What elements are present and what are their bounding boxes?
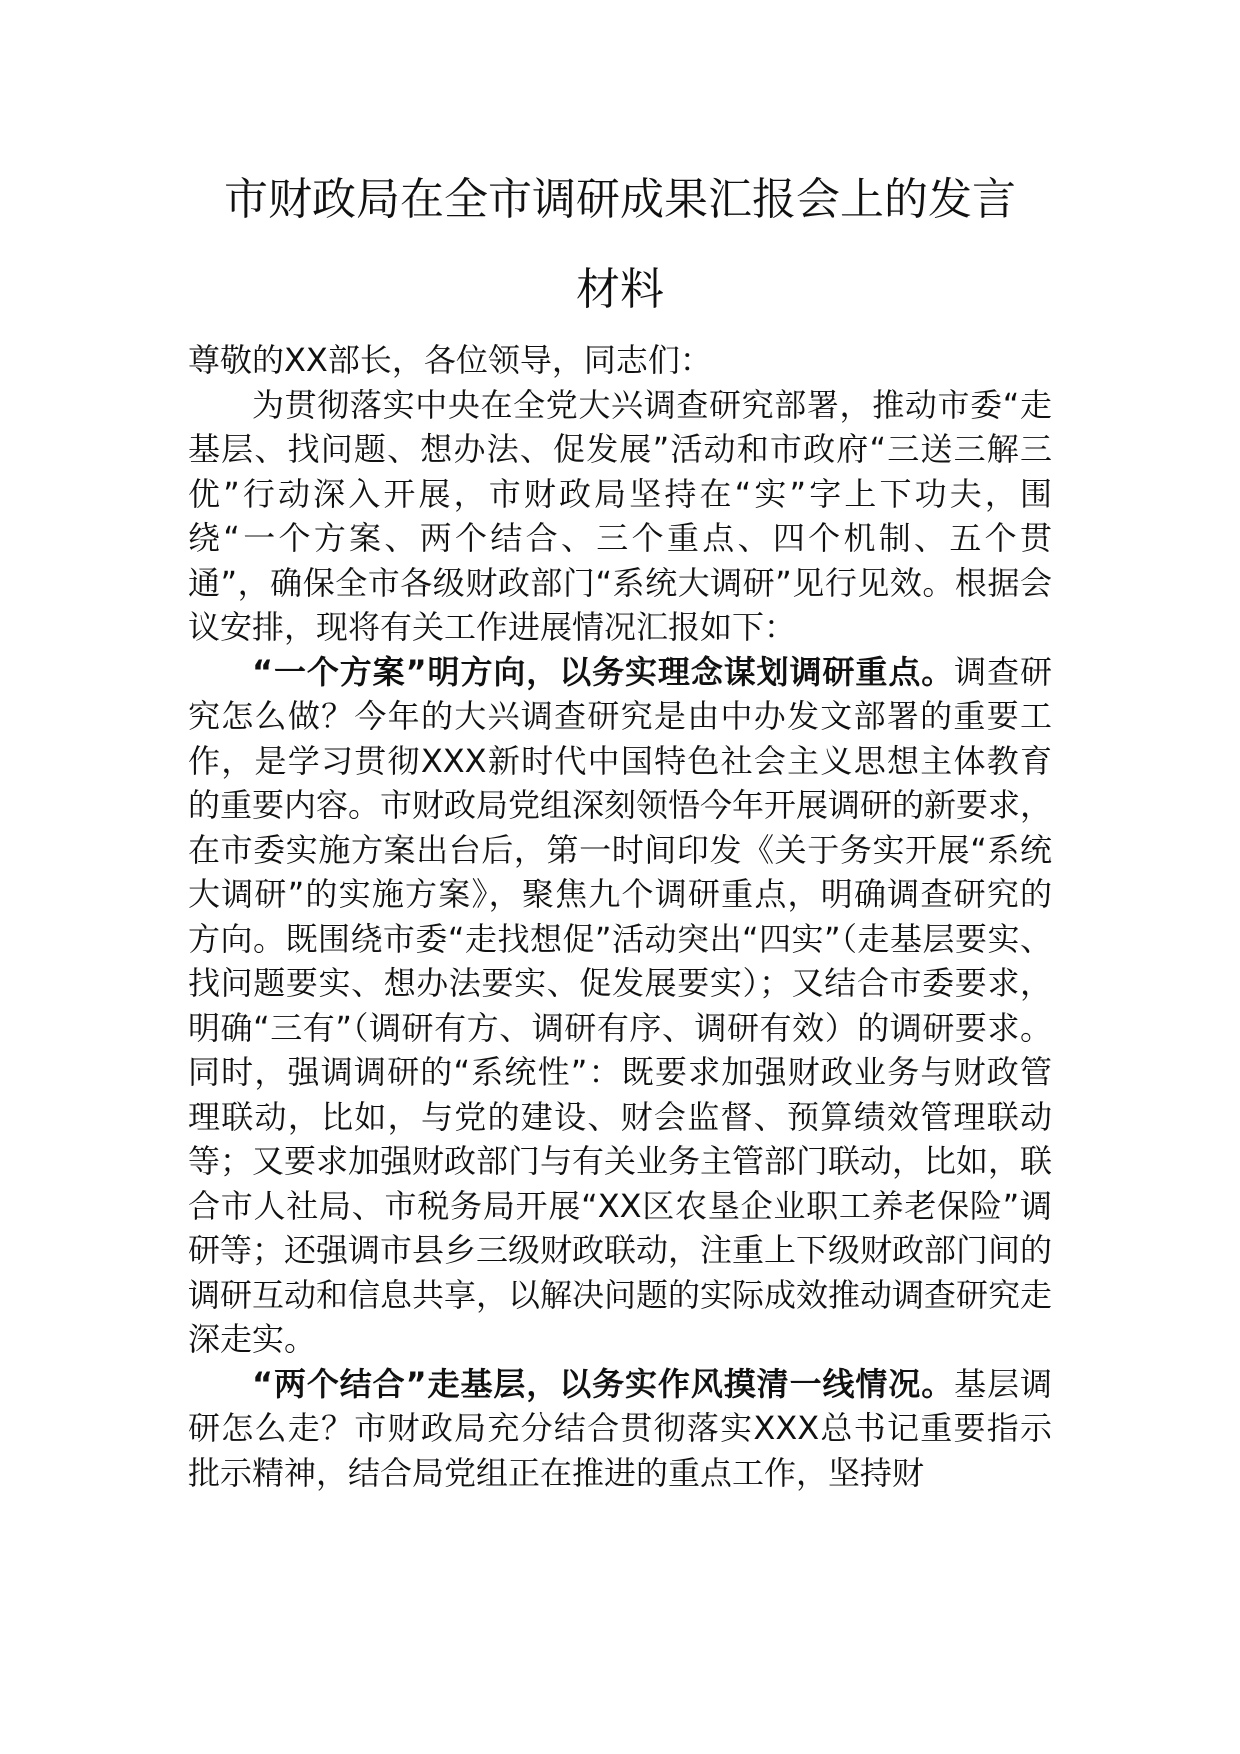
section-2-heading: “两个结合”走基层，以务实作风摸清一线情况。 <box>252 1364 955 1403</box>
document-body <box>188 338 1052 1495</box>
section-1-heading: “一个方案”明方向，以务实理念谋划调研重点。 <box>252 652 955 691</box>
section-2-text: 基层调研怎么走？市财政局充分结合贯彻落实XXX总书记重要指示批示精神，结合局党组正在推进的重点工作，坚持财 <box>188 1364 1052 1492</box>
document-title-line2: 材料 <box>576 264 664 315</box>
intro-paragraph: 为贯彻落实中央在全党大兴调查研究部署，推动市委“走基层、找问题、想办法、促发展”活动和市政府“三送三解三优”行动深入开展，市财政局坚持在“实”字上下功夫，围绕“一个方案、两个结合、三个重点、四个机制、五个贯通”，确保全市各级财政部门“系统大调研”见行见效。根据会议安排，现将有关工作进展情况汇报如下： <box>188 385 1052 646</box>
document-title-line1: 市财政局在全市调研成果汇报会上的发言 <box>224 174 1016 225</box>
salutation: 尊敬的XX部长，各位领导，同志们： <box>188 341 712 379</box>
section-1-paragraph <box>188 650 1052 1362</box>
section-1-text: 调查研究怎么做？今年的大兴调查研究是由中办发文部署的重要工作，是学习贯彻XXX新时代中国特色社会主义思想主体教育的重要内容。市财政局党组深刻领悟今年开展调研的新要求，在市委实施方案出台后，第一时间印发《关于务实开展“系统大调研”的实施方案》，聚焦九个调研重点，明确调查研究的方向。既围绕市委“走找想促”活动突出“四实”（走基层要实、找问题要实、想办法要实、促发展要实）；又结合市委要求，明确“三有”（调研有方、调研有序、调研有效）的调研要求。同时，强调调研的“系统性”：既要求加强财政业务与财政管理联动，比如，与党的建设、财会监督、预算绩效管理联动等；又要求加强财政部门与有关业务主管部门联动，比如，联合市人社局、市税务局开展“XX区农垦企业职工养老保险”调研等；还强调市县乡三级财政联动，注重上下级财政部门间的调研互动和信息共享，以解决问题的实际成效推动调查研究走深走实。 <box>188 652 1053 1358</box>
section-2-paragraph <box>188 1362 1052 1496</box>
